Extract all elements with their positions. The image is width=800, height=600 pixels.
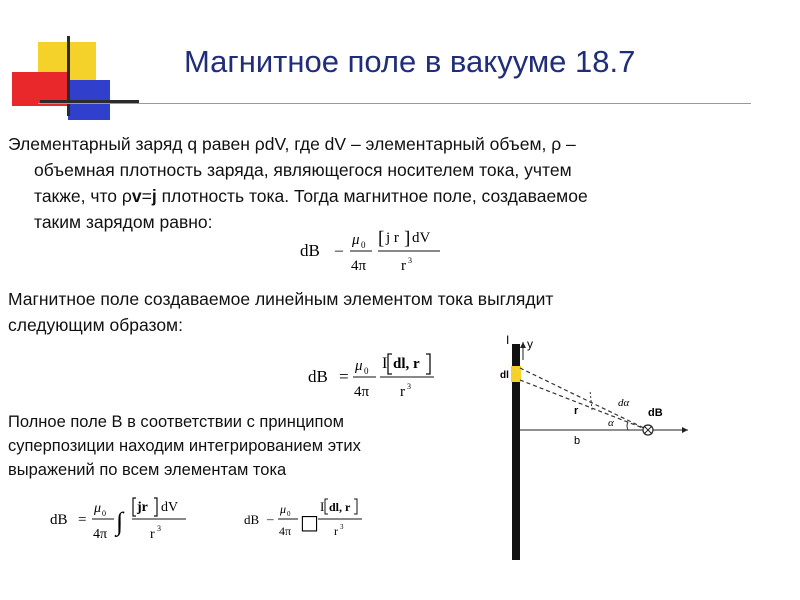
svg-text:jr: jr <box>137 500 148 515</box>
title-underline <box>38 103 751 104</box>
svg-text:=: = <box>78 512 87 528</box>
svg-text:dB: dB <box>308 367 328 386</box>
para3-line1: Полное поле B в соответствии с принципом <box>8 413 344 431</box>
para2-line1: Магнитное поле создаваемое линейным элементом тока выглядит <box>8 289 554 309</box>
svg-text:I: I <box>320 499 325 514</box>
para1-line4: таким зарядом равно: <box>34 212 213 232</box>
svg-text:3: 3 <box>157 524 161 533</box>
svg-text:∫: ∫ <box>116 507 124 536</box>
paragraph-superposition <box>8 410 468 482</box>
para1-line3: также, что ρv=j плотность тока. Тогда магнитное поле, создаваемое <box>34 186 588 206</box>
svg-text:4π: 4π <box>351 258 367 274</box>
para1-line2: объемная плотность заряда, являющегося носителем тока, учтем <box>34 160 572 180</box>
slide-title: Магнитное поле в вакууме 18.7 <box>184 44 636 79</box>
svg-text:0: 0 <box>361 240 366 250</box>
formula-charge-field <box>300 224 450 276</box>
formula-line-element <box>308 348 448 404</box>
svg-text:–: – <box>335 242 343 259</box>
para2-line2: следующим образом: <box>8 315 183 335</box>
para3-line2: суперпозиции находим интегрированием этих <box>8 437 361 455</box>
svg-text:μ: μ <box>355 358 363 374</box>
label-dalpha: dα <box>618 397 630 409</box>
svg-text:μ: μ <box>280 502 287 516</box>
svg-text:μ: μ <box>352 232 360 248</box>
svg-text:r: r <box>401 258 406 274</box>
formula-volume-integral <box>50 490 200 550</box>
svg-text:dV: dV <box>161 500 179 515</box>
decor-vertical-line <box>67 36 70 116</box>
svg-text:=: = <box>339 367 349 386</box>
label-y: y <box>527 337 533 351</box>
dl-segment <box>511 366 521 382</box>
svg-text:]: ] <box>404 228 411 249</box>
svg-text:dB: dB <box>50 512 68 528</box>
svg-text:0: 0 <box>364 366 369 376</box>
svg-text:I: I <box>382 355 388 372</box>
svg-text:3: 3 <box>340 523 344 531</box>
wire-field-diagram <box>480 330 700 560</box>
formula-line-integral <box>244 494 374 546</box>
svg-text:4π: 4π <box>354 384 370 400</box>
svg-text:dl, r: dl, r <box>393 356 420 372</box>
svg-text:0: 0 <box>287 510 291 518</box>
svg-text:μ: μ <box>94 501 102 516</box>
svg-text:3: 3 <box>407 382 411 391</box>
svg-text:[: [ <box>378 228 385 249</box>
svg-text:3: 3 <box>408 256 412 265</box>
label-alpha: α <box>608 417 614 429</box>
para3-line3: выражений по всем элементам тока <box>8 461 287 479</box>
label-b: b <box>574 435 581 447</box>
paragraph-charge <box>8 131 768 235</box>
label-current: I <box>506 333 510 347</box>
svg-text:0: 0 <box>102 509 106 518</box>
svg-text:□: □ <box>300 510 319 534</box>
svg-text:4π: 4π <box>93 527 108 542</box>
svg-text:4π: 4π <box>279 524 292 538</box>
svg-text:j r: j r <box>386 230 399 246</box>
label-r: r <box>574 405 579 417</box>
label-dl: dl <box>500 370 509 381</box>
label-dB: dB <box>648 407 663 419</box>
para1-line1: Элементарный заряд q равен ρdV, где dV – элементарный объем, ρ – <box>8 134 576 154</box>
svg-text:–: – <box>267 511 274 526</box>
svg-text:r: r <box>400 384 405 400</box>
svg-text:dB: dB <box>244 512 260 527</box>
svg-text:dB: dB <box>300 241 320 260</box>
svg-text:dl, r: dl, r <box>329 500 351 514</box>
svg-text:r: r <box>334 524 338 538</box>
svg-text:r: r <box>150 527 155 542</box>
svg-text:dV: dV <box>412 230 431 246</box>
